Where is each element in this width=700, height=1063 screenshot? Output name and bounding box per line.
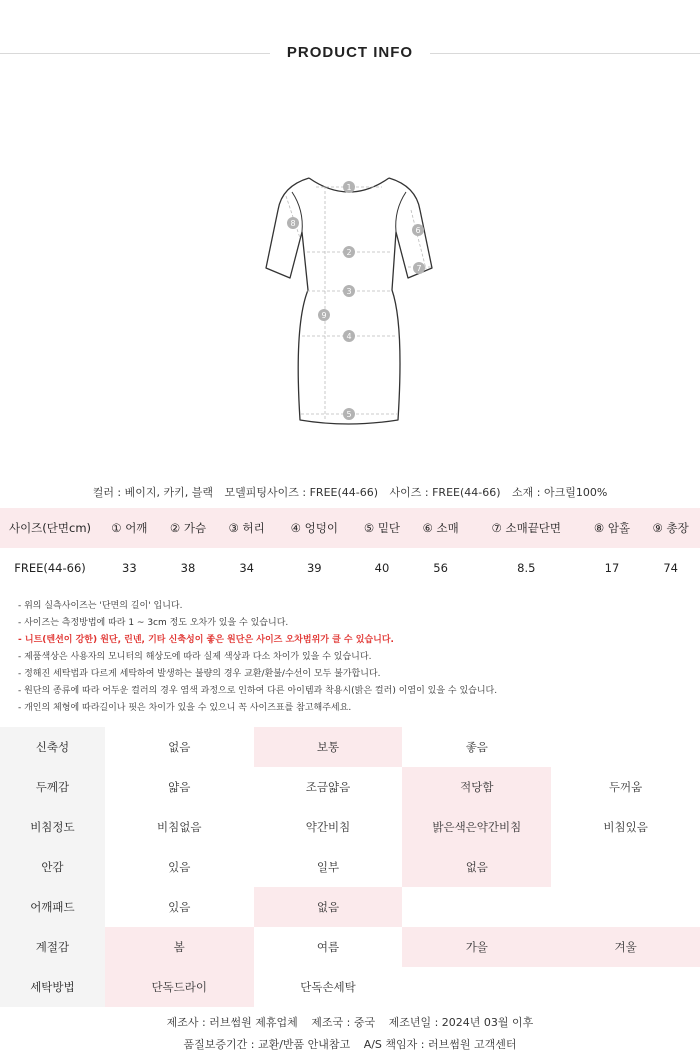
feel-option: 겨울	[551, 927, 700, 967]
note-item: - 위의 실측사이즈는 '단면의 길이' 입니다.	[18, 601, 183, 611]
spec-summary	[0, 484, 700, 500]
size-header-cell: ④ 엉덩이	[276, 508, 353, 548]
feel-option: 단독손세탁	[300, 980, 356, 994]
size-cell: 33	[122, 561, 137, 575]
size-cell: 34	[239, 561, 254, 575]
measurement-marker	[343, 330, 355, 342]
feel-row	[0, 847, 700, 887]
feel-option	[551, 847, 700, 887]
footer-line-2	[0, 1034, 700, 1056]
size-cell: 17	[604, 561, 620, 575]
feel-option: 보통	[254, 727, 403, 767]
feel-option	[402, 967, 551, 1007]
feel-option: 여름	[316, 940, 340, 954]
size-cell: 39	[306, 561, 322, 575]
size-header-cell: ⑨ 총장	[641, 508, 700, 548]
feel-option: 단독드라이	[105, 967, 254, 1007]
feel-row-label: 계절감	[0, 927, 105, 967]
feel-row-label: 어깨패드	[0, 887, 105, 927]
size-header-cell: ③ 허리	[217, 508, 276, 548]
footer-warranty: 품질보증기간 : 교환/반품 안내참고	[183, 1038, 351, 1051]
size-header-cell: ⑦ 소매끝단면	[470, 508, 583, 548]
feel-option: 비침있음	[603, 820, 648, 834]
feel-option: 없음	[254, 887, 403, 927]
svg-text:7: 7	[416, 264, 422, 273]
feel-row	[0, 767, 700, 807]
note-item: - 사이즈는 측정방법에 따라 1 ~ 3cm 정도 오차가 있을 수 있습니다.	[18, 618, 289, 628]
spec-model-size: 모델피팅사이즈 : FREE(44-66)	[224, 486, 379, 499]
spec-color: 컬러 : 베이지, 카키, 블랙	[92, 486, 214, 499]
size-cell: 56	[433, 561, 448, 575]
fabric-feel-table	[0, 727, 700, 1007]
dress-illustration	[258, 170, 438, 430]
size-cell: 74	[663, 561, 678, 575]
feel-option: 두꺼움	[608, 780, 643, 794]
size-header-cell: ② 가슴	[159, 508, 218, 548]
size-table-header-row	[0, 508, 700, 548]
svg-text:1: 1	[346, 183, 352, 192]
note-item: - 원단의 종류에 따라 어두운 컬러의 경우 염색 과정으로 인하여 다른 아이템과 착용시(밝은 컬러) 이염이 있을 수 있습니다.	[18, 686, 498, 696]
dress-size-diagram	[258, 170, 438, 430]
feel-option: 밝은색은약간비침	[402, 807, 551, 847]
feel-option: 조금얇음	[305, 780, 351, 794]
feel-option	[551, 887, 700, 927]
feel-row-label: 신축성	[0, 727, 105, 767]
footer-country: 제조국 : 중국	[311, 1016, 376, 1029]
measurement-marker	[318, 309, 330, 321]
size-cell: 40	[374, 561, 390, 575]
note-item: - 개인의 체형에 따라길이나 핏은 차이가 있을 수 있으니 꼭 사이즈표를 참고해주세요.	[18, 703, 352, 713]
measurement-marker	[412, 224, 424, 236]
note-item: - 정해진 세탁법과 다르게 세탁하여 발생하는 불량의 경우 교환/환불/수선이 모두 불가합니다.	[18, 669, 381, 679]
measurement-marker	[343, 246, 355, 258]
size-cell: 38	[180, 561, 196, 575]
note-item: - 제품색상은 사용자의 모니터의 해상도에 따라 실제 색상과 다소 차이가 있을 수 있습니다.	[18, 652, 372, 662]
measurement-marker	[287, 217, 299, 229]
feel-option	[551, 967, 700, 1007]
feel-option: 봄	[105, 927, 254, 967]
measurement-marker	[343, 408, 355, 420]
size-header-cell: ⑧ 암홀	[583, 508, 642, 548]
svg-text:4: 4	[346, 332, 352, 341]
size-header-cell: ⑥ 소매	[411, 508, 470, 548]
size-table-row	[0, 548, 700, 588]
svg-text:8: 8	[290, 219, 296, 228]
feel-row	[0, 727, 700, 767]
feel-row	[0, 927, 700, 967]
svg-text:3: 3	[346, 287, 352, 296]
spec-material: 소재 : 아크릴100%	[512, 486, 608, 499]
size-header-cell: ⑤ 밑단	[353, 508, 412, 548]
divider-right	[430, 53, 700, 54]
measurement-markers	[287, 181, 425, 420]
section-header	[0, 40, 700, 66]
size-header-cell: ① 어깨	[100, 508, 159, 548]
feel-row	[0, 807, 700, 847]
feel-row-label: 안감	[0, 847, 105, 887]
feel-row-label: 비침정도	[0, 807, 105, 847]
feel-option	[551, 727, 700, 767]
size-table	[0, 508, 700, 588]
feel-option: 좋음	[465, 740, 488, 754]
svg-text:2: 2	[346, 248, 352, 257]
svg-text:9: 9	[321, 311, 327, 320]
measurement-marker	[343, 285, 355, 297]
size-cell: FREE(44-66)	[14, 561, 86, 575]
size-cell: 8.5	[517, 561, 536, 575]
feel-option: 없음	[168, 740, 191, 754]
footer-line-1	[0, 1012, 700, 1034]
feel-row	[0, 967, 700, 1007]
feel-option: 있음	[168, 900, 191, 914]
measurement-marker	[343, 181, 355, 193]
measurement-marker	[413, 262, 425, 274]
feel-row	[0, 887, 700, 927]
section-title: PRODUCT INFO	[286, 44, 414, 61]
feel-option: 적당함	[402, 767, 551, 807]
svg-text:5: 5	[346, 410, 352, 419]
footer-manufacturer: 제조사 : 러브썸원 제휴업체	[166, 1016, 298, 1029]
feel-row-label: 두께감	[0, 767, 105, 807]
notes-list	[18, 598, 688, 717]
feel-option	[402, 887, 551, 927]
footer-date: 제조년일 : 2024년 03월 이후	[388, 1016, 534, 1029]
svg-text:6: 6	[415, 226, 421, 235]
feel-option: 일부	[316, 860, 340, 874]
feel-option: 없음	[402, 847, 551, 887]
feel-option: 비침없음	[157, 820, 202, 834]
footer-as: A/S 책임자 : 러브썸원 고객센터	[363, 1038, 517, 1051]
feel-row-label: 세탁방법	[0, 967, 105, 1007]
spec-size: 사이즈 : FREE(44-66)	[389, 486, 501, 499]
product-footer	[0, 1012, 700, 1056]
feel-option: 있음	[168, 860, 191, 874]
feel-option: 가을	[402, 927, 551, 967]
note-item-warning: - 니트(텐션이 강한) 원단, 린넨, 기타 신축성이 좋은 원단은 사이즈 오차범위가 클 수 있습니다.	[18, 635, 394, 645]
size-header-cell: 사이즈(단면cm)	[0, 508, 100, 548]
feel-option: 약간비침	[305, 820, 351, 834]
feel-option: 얇음	[168, 780, 191, 794]
